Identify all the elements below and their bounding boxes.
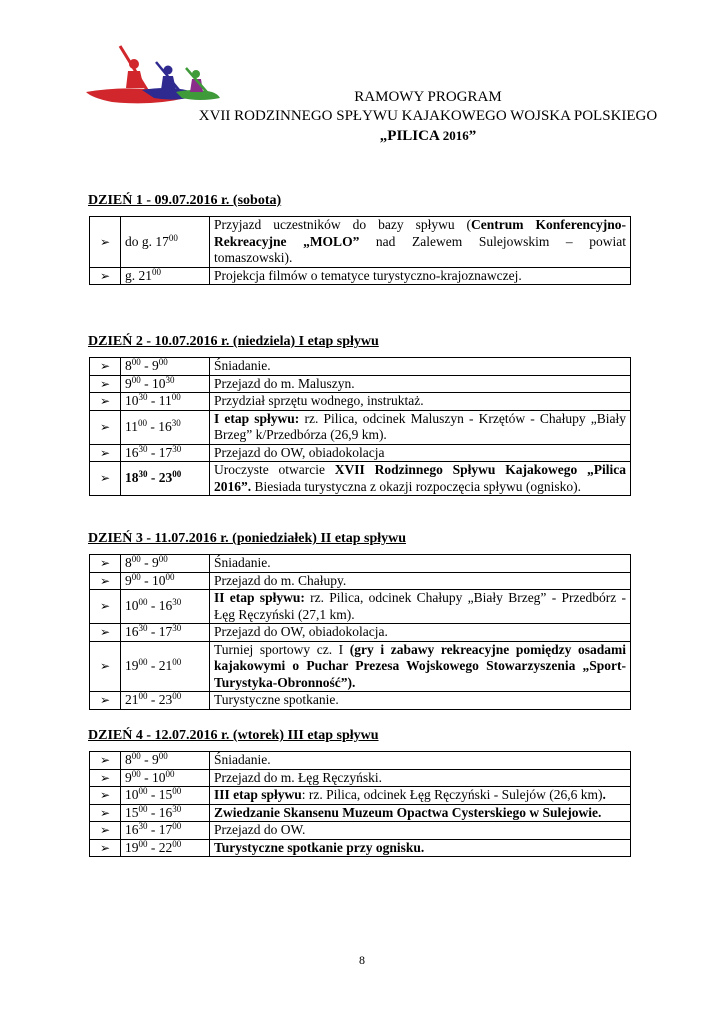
bullet-arrow-icon: ➢ — [90, 267, 121, 285]
schedule-row — [90, 555, 631, 573]
schedule-row — [90, 624, 631, 642]
schedule-row — [90, 590, 631, 624]
schedule-time: $11^{00} - 16^{30}$ — [121, 410, 210, 444]
schedule-row — [90, 769, 631, 787]
schedule-time: $9^{00} - 10^{00}$ — [121, 769, 210, 787]
bullet-arrow-icon: ➢ — [90, 375, 121, 393]
bullet-arrow-icon: ➢ — [90, 839, 121, 857]
schedule-row — [90, 804, 631, 822]
header-line-2: XVII RODZINNEGO SPŁYWU KAJAKOWEGO WOJSKA POLSKIEGO — [198, 108, 658, 124]
schedule-time: $21^{00} - 23^{00}$ — [121, 692, 210, 710]
page-number: 8 — [359, 953, 365, 967]
schedule-description: II etap spływu: rz. Pilica, odcinek Chałupy „Biały Brzeg” - Przedbórz - Łęg Ręczyński (27,1 km). — [210, 590, 631, 624]
schedule-row — [90, 641, 631, 692]
schedule-description: Przyjazd uczestników do bazy spływu (Centrum Konferencyjno-Rekreacyjne „MOLO” nad Zalewem Sulejowskim – powiat tomaszowski). — [210, 217, 631, 268]
schedule-time: $8^{00} - 9^{00}$ — [121, 752, 210, 770]
schedule-time: $10^{00} - 15^{00}$ — [121, 787, 210, 805]
schedule-row — [90, 822, 631, 840]
schedule-time: $9^{00} - 10^{30}$ — [121, 375, 210, 393]
bullet-arrow-icon: ➢ — [90, 822, 121, 840]
schedule-description: Przydział sprzętu wodnego, instruktaż. — [210, 393, 631, 411]
schedule-description: Turystyczne spotkanie przy ognisku. — [210, 839, 631, 857]
schedule-description: Śniadanie. — [210, 555, 631, 573]
schedule-time: $19^{00} - 21^{00}$ — [121, 641, 210, 692]
schedule-row — [90, 692, 631, 710]
schedule-row — [90, 839, 631, 857]
schedule-row — [90, 375, 631, 393]
schedule-time: $10^{00} - 16^{30}$ — [121, 590, 210, 624]
bullet-arrow-icon: ➢ — [90, 641, 121, 692]
schedule-row — [90, 444, 631, 462]
bullet-arrow-icon: ➢ — [90, 444, 121, 462]
schedule-description: Turniej sportowy cz. I (gry i zabawy rekreacyjne pomiędzy osadami kajakowymi o Puchar Prezesa Wojskowego Stowarzyszenia „Sport-Turystyka-Obronność”). — [210, 641, 631, 692]
schedule-row — [90, 217, 631, 268]
schedule-description: Uroczyste otwarcie XVII Rodzinnego Spływu Kajakowego „Pilica 2016”. Biesiada turystyczna z okazji rozpoczęcia spływu (ognisko). — [210, 462, 631, 496]
bullet-arrow-icon: ➢ — [90, 804, 121, 822]
schedule-description: Turystyczne spotkanie. — [210, 692, 631, 710]
schedule-description: Śniadanie. — [210, 752, 631, 770]
schedule-row — [90, 462, 631, 496]
day-3-title: DZIEŃ 3 - 11.07.2016 r. (poniedziałek) II etap spływu — [88, 531, 407, 546]
day-2-title: DZIEŃ 2 - 10.07.2016 r. (niedziela) I etap spływu — [88, 334, 379, 349]
schedule-time: do g. $17^{00}$ — [121, 217, 210, 268]
day-4-title: DZIEŃ 4 - 12.07.2016 r. (wtorek) III etap spływu — [88, 728, 379, 743]
header-line-3: „PILICA 2016” — [379, 128, 477, 144]
header-line-1: RAMOWY PROGRAM — [354, 89, 502, 105]
bullet-arrow-icon: ➢ — [90, 769, 121, 787]
bullet-arrow-icon: ➢ — [90, 410, 121, 444]
schedule-time: $8^{00} - 9^{00}$ — [121, 358, 210, 376]
schedule-description: Przejazd do m. Łęg Ręczyński. — [210, 769, 631, 787]
schedule-description: III etap spływu: rz. Pilica, odcinek Łęg Ręczyński - Sulejów (26,6 km). — [210, 787, 631, 805]
schedule-row — [90, 572, 631, 590]
bullet-arrow-icon: ➢ — [90, 393, 121, 411]
schedule-row — [90, 267, 631, 285]
schedule-description: Śniadanie. — [210, 358, 631, 376]
bullet-arrow-icon: ➢ — [90, 555, 121, 573]
bullet-arrow-icon: ➢ — [90, 590, 121, 624]
schedule-description: Przejazd do OW, obiadokolacja. — [210, 624, 631, 642]
day-1-title: DZIEŃ 1 - 09.07.2016 r. (sobota) — [88, 193, 282, 208]
schedule-time: $9^{00} - 10^{00}$ — [121, 572, 210, 590]
schedule-description: Przejazd do OW, obiadokolacja — [210, 444, 631, 462]
schedule-description: I etap spływu: rz. Pilica, odcinek Maluszyn - Krzętów - Chałupy „Biały Brzeg” k/Przedbórza (26,9 km). — [210, 410, 631, 444]
day-3-schedule-table — [89, 554, 631, 710]
bullet-arrow-icon: ➢ — [90, 624, 121, 642]
schedule-time: $19^{00} - 22^{00}$ — [121, 839, 210, 857]
schedule-row — [90, 752, 631, 770]
schedule-time: $16^{30} - 17^{30}$ — [121, 624, 210, 642]
schedule-time: g. $21^{00}$ — [121, 267, 210, 285]
schedule-row — [90, 358, 631, 376]
bullet-arrow-icon: ➢ — [90, 217, 121, 268]
schedule-time: $8^{00} - 9^{00}$ — [121, 555, 210, 573]
schedule-time: $15^{00} - 16^{30}$ — [121, 804, 210, 822]
schedule-description: Projekcja filmów o tematyce turystyczno-krajoznawczej. — [210, 267, 631, 285]
bullet-arrow-icon: ➢ — [90, 787, 121, 805]
bullet-arrow-icon: ➢ — [90, 462, 121, 496]
schedule-description: Przejazd do m. Chałupy. — [210, 572, 631, 590]
schedule-row — [90, 787, 631, 805]
schedule-row — [90, 393, 631, 411]
bullet-arrow-icon: ➢ — [90, 572, 121, 590]
schedule-row — [90, 410, 631, 444]
schedule-time: $16^{30} - 17^{00}$ — [121, 822, 210, 840]
day-2-schedule-table — [89, 357, 631, 496]
schedule-description: Przejazd do OW. — [210, 822, 631, 840]
bullet-arrow-icon: ➢ — [90, 692, 121, 710]
schedule-time: $18^{30} - 23^{00}$ — [121, 462, 210, 496]
schedule-time: $10^{30} - 11^{00}$ — [121, 393, 210, 411]
schedule-description: Przejazd do m. Maluszyn. — [210, 375, 631, 393]
day-4-schedule-table — [89, 751, 631, 857]
document-header — [160, 88, 696, 146]
schedule-time: $16^{30} - 17^{30}$ — [121, 444, 210, 462]
bullet-arrow-icon: ➢ — [90, 752, 121, 770]
bullet-arrow-icon: ➢ — [90, 358, 121, 376]
schedule-description: Zwiedzanie Skansenu Muzeum Opactwa Cysterskiego w Sulejowie. — [210, 804, 631, 822]
day-1-schedule-table — [89, 216, 631, 285]
